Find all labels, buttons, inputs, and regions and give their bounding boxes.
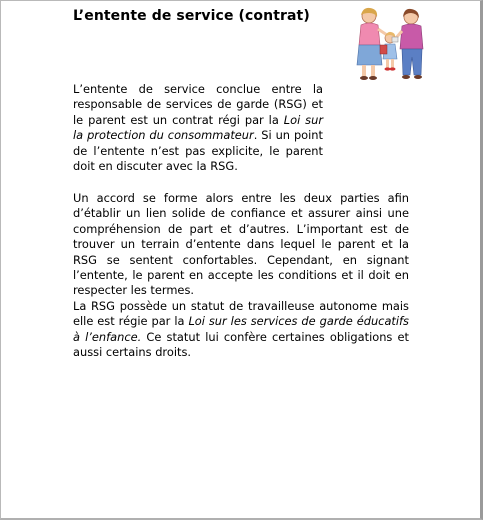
p3-text-start: La RSG possède un statut de travailleuse autonome mais elle est régie par la — [73, 299, 409, 329]
p1-text-end: . Si un point de l’entente n’est pas explicite, le parent doit en discuter avec la RSG. — [73, 128, 323, 174]
page-title: L’entente de service (contrat) — [73, 8, 310, 24]
p1-text-start: L’entente de service conclue entre la responsable de services de garde (RSG) et le parent est un contrat régi par la — [73, 82, 323, 127]
p3-text-end: Ce statut lui confère certaines obligations et aussi certains droits. — [73, 329, 409, 360]
paragraph-agreement: Un accord se forme alors entre les deux parties afin d’établir un lien solide de confiance et assurer ainsi une compréhension de part et d’autres. L’important est de trouver un terrain d’entente dans lequel le parent et la RSG se sentent confortables. Cependant, en signant l’entente, le parent en accepte les conditions et il doit en respecter les termes. — [73, 191, 409, 298]
p1-law-title: Loi sur la protection du consommateur — [73, 112, 323, 143]
paragraph-rsg-status — [73, 299, 409, 361]
paragraph-contract-intro — [73, 82, 323, 174]
p3-law-title: Loi sur les services de garde éducatifs à l’enfance. — [73, 314, 409, 344]
parent-child-caregiver-illustration — [353, 5, 429, 81]
